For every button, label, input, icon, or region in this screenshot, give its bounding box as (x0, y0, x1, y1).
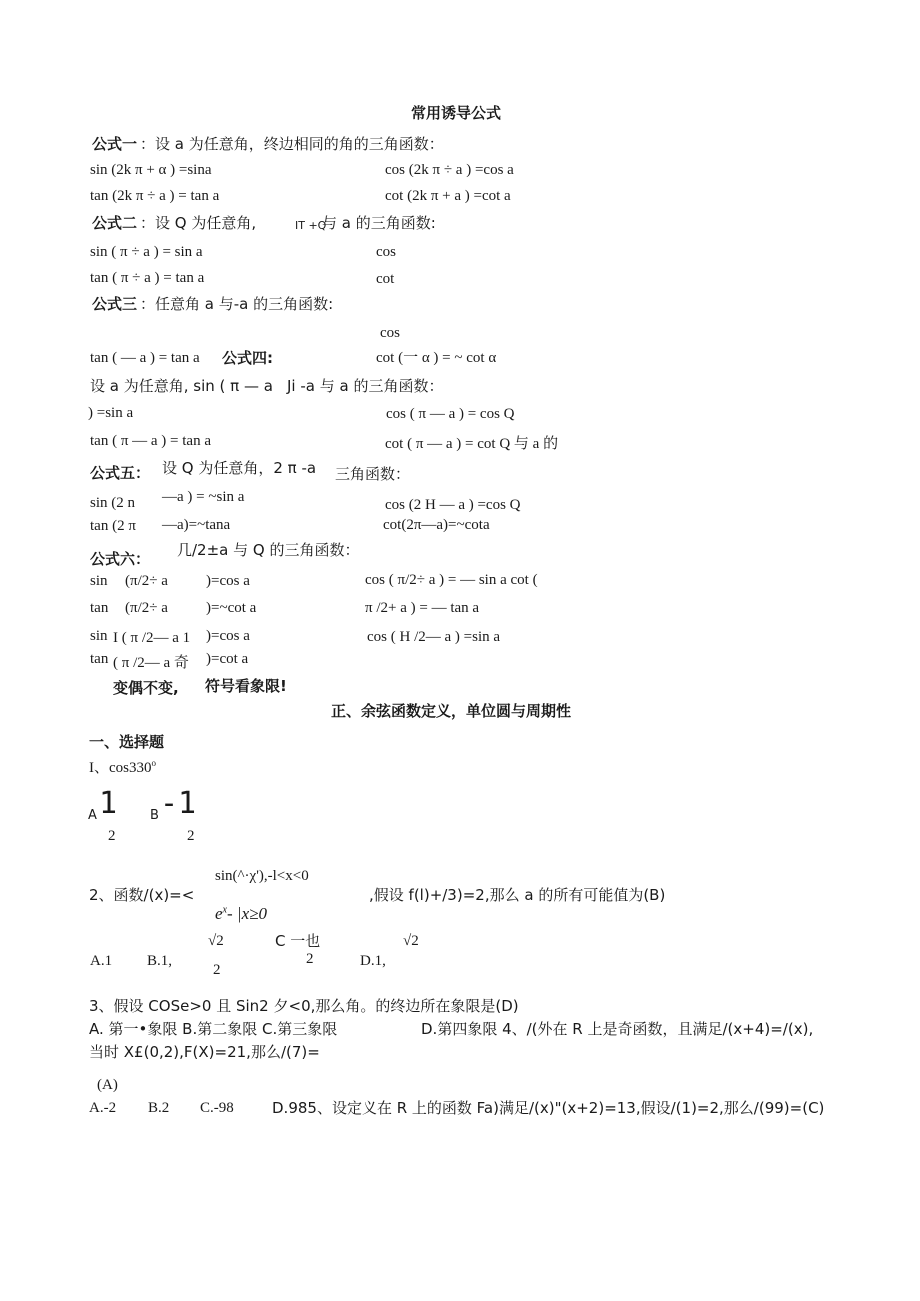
formula-3-cos: cos (380, 325, 400, 341)
formula-1-sin: sin (2k π + α ) =sina (90, 162, 212, 178)
formula-5-description: 设 Q 为任意角，2 π -a (162, 459, 317, 477)
formula-6-row1-arg: (π/2÷ a (125, 573, 168, 589)
formula-1-tan: tan (2k π ÷ a ) = tan a (90, 188, 220, 204)
formula-4-description: 设 a 为任意角, sin ( π — a (90, 377, 273, 395)
option-a-numerator: 1 (99, 786, 118, 821)
formula-3-description: ：任意角 a 与-a 的三角函数: (140, 295, 334, 313)
formula-3-heading: 公式三 (92, 295, 138, 313)
formula-2-cot: cot (376, 271, 395, 287)
formula-6-heading: 公式六： (90, 550, 151, 568)
section-heading: 正、余弦函数定义，单位圆与周期性 (331, 702, 572, 720)
question-3-option-d-and-question-4: D.第四象限 4、/(外在 R 上是奇函数，且满足/(x+4)=/(x), (421, 1020, 814, 1038)
formula-1-description: ：设 a 为任意角，终边相同的角的三角函数： (140, 135, 444, 153)
formula-2-cos: cos (376, 244, 396, 260)
formula-2-angle-note: IT +Q (295, 219, 327, 232)
formula-4-sin: ) =sin a (88, 405, 134, 421)
formula-6-row3-result: )=cos a (206, 628, 250, 644)
question-2-piece-2 (215, 905, 267, 922)
option-b-sqrt: √2 (208, 933, 224, 949)
formula-5-cos: cos (2 H — a ) =cos Q (385, 497, 521, 513)
formula-6-row1-result: )=cos a (206, 573, 250, 589)
option-c-label: C 一也 (275, 932, 321, 950)
option-b-label: B (150, 808, 159, 823)
formula-6-row1-right: cos ( π/2÷ a ) = — sin a cot ( (365, 572, 538, 588)
formula-6-row2-func: tan (90, 600, 109, 616)
option-c-denominator: 2 (306, 951, 314, 967)
formula-2-sin: sin ( π ÷ a ) = sin a (90, 244, 203, 260)
mnemonic-part-2: 符号看象限! (205, 677, 287, 695)
formula-4-cot: cot ( π — a ) = cot Q 与 a 的 (385, 436, 559, 452)
question-2-prefix: 2、函数/(x)=< (89, 886, 195, 904)
option-d: D.1, (360, 953, 386, 969)
formula-4-cos: cos ( π — a ) = cos Q (386, 406, 515, 422)
formula-2-tan: tan ( π ÷ a ) = tan a (90, 270, 205, 286)
formula-6-row2-arg: (π/2÷ a (125, 600, 168, 616)
question-4-option-d-and-question-5: D.985、设定义在 R 上的函数 Fa)满足/(x)"(x+2)=13,假设/(1)=2,那么/(99)=(C) (272, 1099, 825, 1117)
formula-1-heading: 公式一 (92, 135, 138, 153)
formula-6-description: 几/2±a 与 Q 的三角函数： (177, 541, 360, 559)
option-a: A.1 (90, 953, 113, 969)
option-b-numerator: -1 (160, 786, 197, 821)
formula-5-description-tail: 三角函数： (335, 465, 411, 483)
formula-5-tan-end: —a)=~tana (162, 517, 231, 533)
question-4-condition: 当时 X£(0,2),F(X)=21,那么/(7)= (89, 1043, 320, 1061)
option-a-denominator: 2 (108, 828, 116, 844)
formula-5-heading: 公式五： (90, 464, 151, 482)
option-b-denominator: 2 (187, 828, 195, 844)
formula-6-row4-result: )=cot a (206, 651, 249, 667)
exp-power: x (222, 904, 227, 916)
formula-5-tan-start: tan (2 π (90, 518, 136, 534)
formula-3-tan: tan ( — a ) = tan a (90, 350, 200, 366)
formula-4-heading: 公式四: (222, 349, 273, 367)
page-title: 常用诱导公式 (411, 104, 502, 122)
part-heading: 一、选择题 (89, 733, 165, 751)
formula-6-row4-func: tan (90, 651, 109, 667)
formula-2-description-tail: 与 a 的三角函数: (322, 214, 436, 232)
formula-6-row4-arg: ( π /2— a 奇 (113, 655, 189, 671)
formula-1-cot: cot (2k π + a ) =cot a (385, 188, 511, 204)
option-b-denominator: 2 (213, 962, 221, 978)
formula-4-tan: tan ( π — a ) = tan a (90, 433, 211, 449)
mnemonic-part-1: 变偶不变, (113, 679, 179, 697)
formula-6-row2-right: π /2+ a ) = — tan a (365, 600, 480, 616)
option-b: B.1, (147, 953, 173, 969)
question-4-answer: (A) (97, 1077, 118, 1093)
exp-condition: - |x≥0 (227, 904, 267, 923)
question-1-text: I、cos330 (89, 760, 152, 776)
formula-6-row3-func: sin (90, 628, 108, 644)
option-d-sqrt: √2 (403, 933, 419, 949)
formula-6-row3-right: cos ( H /2— a ) =sin a (367, 629, 501, 645)
formula-6-row1-func: sin (90, 573, 108, 589)
formula-5-cot: cot(2π—a)=~cota (383, 517, 490, 533)
formula-2-heading: 公式二 (92, 214, 138, 232)
degree-mark: o (151, 758, 156, 768)
question-1-stem (89, 759, 156, 776)
formula-2-description: ：设 Q 为任意角, (140, 214, 257, 232)
exp-base: e (215, 904, 223, 923)
question-4-option-b: B.2 (148, 1100, 170, 1116)
question-4-option-c: C.-98 (200, 1100, 234, 1116)
formula-3-cot: cot (一 α ) = ~ cot α (376, 350, 497, 366)
question-4-option-a: A.-2 (89, 1100, 117, 1116)
formula-4-description-tail: Ji -a 与 a 的三角函数： (287, 377, 444, 395)
option-a-label: A (88, 808, 97, 823)
question-2-suffix: ,假设 f(l)+/3)=2,那么 a 的所有可能值为(B) (369, 886, 666, 904)
formula-5-sin-start: sin (2 n (90, 495, 135, 511)
formula-5-sin-end: —a ) = ~sin a (162, 489, 245, 505)
question-3-options: A. 第一•象限 B.第二象限 C.第三象限 (89, 1020, 338, 1038)
question-2-piece-1: sin(^·χ'),-l<x<0 (215, 868, 309, 884)
formula-6-row3-arg: I ( π /2— a 1 (113, 630, 191, 646)
question-3-stem: 3、假设 COSe>0 且 Sin2 夕<0,那么角。的终边所在象限是(D) (89, 997, 519, 1015)
formula-6-row2-result: )=~cot a (206, 600, 257, 616)
formula-1-cos: cos (2k π ÷ a ) =cos a (385, 162, 514, 178)
